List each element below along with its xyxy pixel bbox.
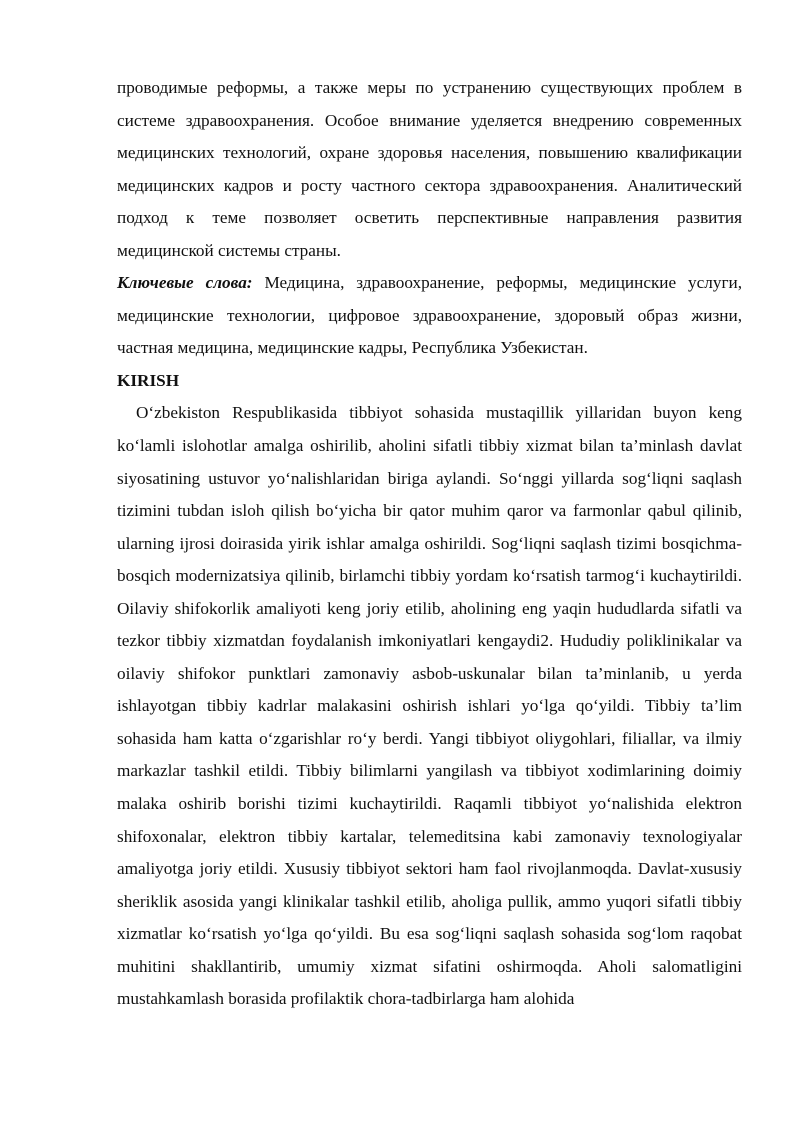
keywords-text: Медицина, здравоохранение, реформы, медицинские услуги, медицинские технологии, цифровое здравоохранение, здоровый образ жизни, частная медицина, медицинские кадры, Республика Узбекистан. (117, 273, 742, 358)
abstract-text: проводимые реформы, а также меры по устранению существующих проблем в системе здравоохранения. Особое внимание уделяется внедрению современных медицинских технологий, охране здоровья населения, повышению квалификации медицинских кадров и росту частного сектора здравоохранения. Аналитический подход к теме позволяет осветить перспективные направления развития медицинской системы страны. (117, 78, 742, 260)
document-page (117, 72, 742, 1016)
keywords-paragraph (117, 267, 742, 365)
keywords-label: Ключевые слова: (117, 273, 253, 293)
section-heading: KIRISH (117, 370, 180, 390)
body-paragraph: O‘zbekiston Respublikasida tibbiyot sohasida mustaqillik yillaridan buyon keng ko‘lamli islohotlar amalga oshirilib, aholini sifatli tibbiy xizmat bilan ta’minlash davlat siyosatining ustuvor yo‘nalishlaridan biriga aylandi. So‘nggi yillarda sog‘liqni saqlash tizimini tubdan isloh qilish bo‘yicha bir qator muhim qaror va farmonlar qabul qilinib, ularning ijrosi doirasida yirik ishlar amalga oshirildi. Sog‘liqni saqlash tizimi bosqichma-bosqich modernizatsiya qilinib, birlamchi tibbiy yordam ko‘rsatish tarmog‘i kuchaytirildi. Oilaviy shifokorlik amaliyoti keng joriy etilib, aholining eng yaqin hududlarda sifatli va tezkor tibbiy xizmatdan foydalanish imkoniyatlari kengaydi2. Hududiy poliklinikalar va oilaviy shifokor punktlari zamonaviy asbob-uskunalar bilan ta’minlanib, u yerda ishlayotgan tibbiy kadrlar malakasini oshirish ishlari yo‘lga qo‘yildi. Tibbiy ta’lim sohasida ham katta o‘zgarishlar ro‘y berdi. Yangi tibbiyot oliygohlari, filiallar, va ilmiy markazlar tashkil etildi. Tibbiy bilimlarni yangilash va tibbiyot xodimlarining doimiy malaka oshirib borishi tizimi kuchaytirildi. Raqamli tibbiyot yo‘nalishida elektron shifoxonalar, elektron tibbiy kartalar, telemeditsina kabi zamonaviy texnologiyalar amaliyotga joriy etildi. Xususiy tibbiyot sektori ham faol rivojlanmoqda. Davlat-xususiy sheriklik asosida yangi klinikalar tashkil etilib, aholiga pullik, ammo yuqori sifatli tibbiy xizmatlar ko‘rsatish yo‘lga qo‘yildi. Bu esa sog‘liqni saqlash sohasida sog‘lom raqobat muhitini shakllantirib, umumiy xizmat sifatini oshirmoqda. Aholi salomatligini mustahkamlash borasida profilaktik chora-tadbirlarga ham alohida (117, 403, 742, 1009)
